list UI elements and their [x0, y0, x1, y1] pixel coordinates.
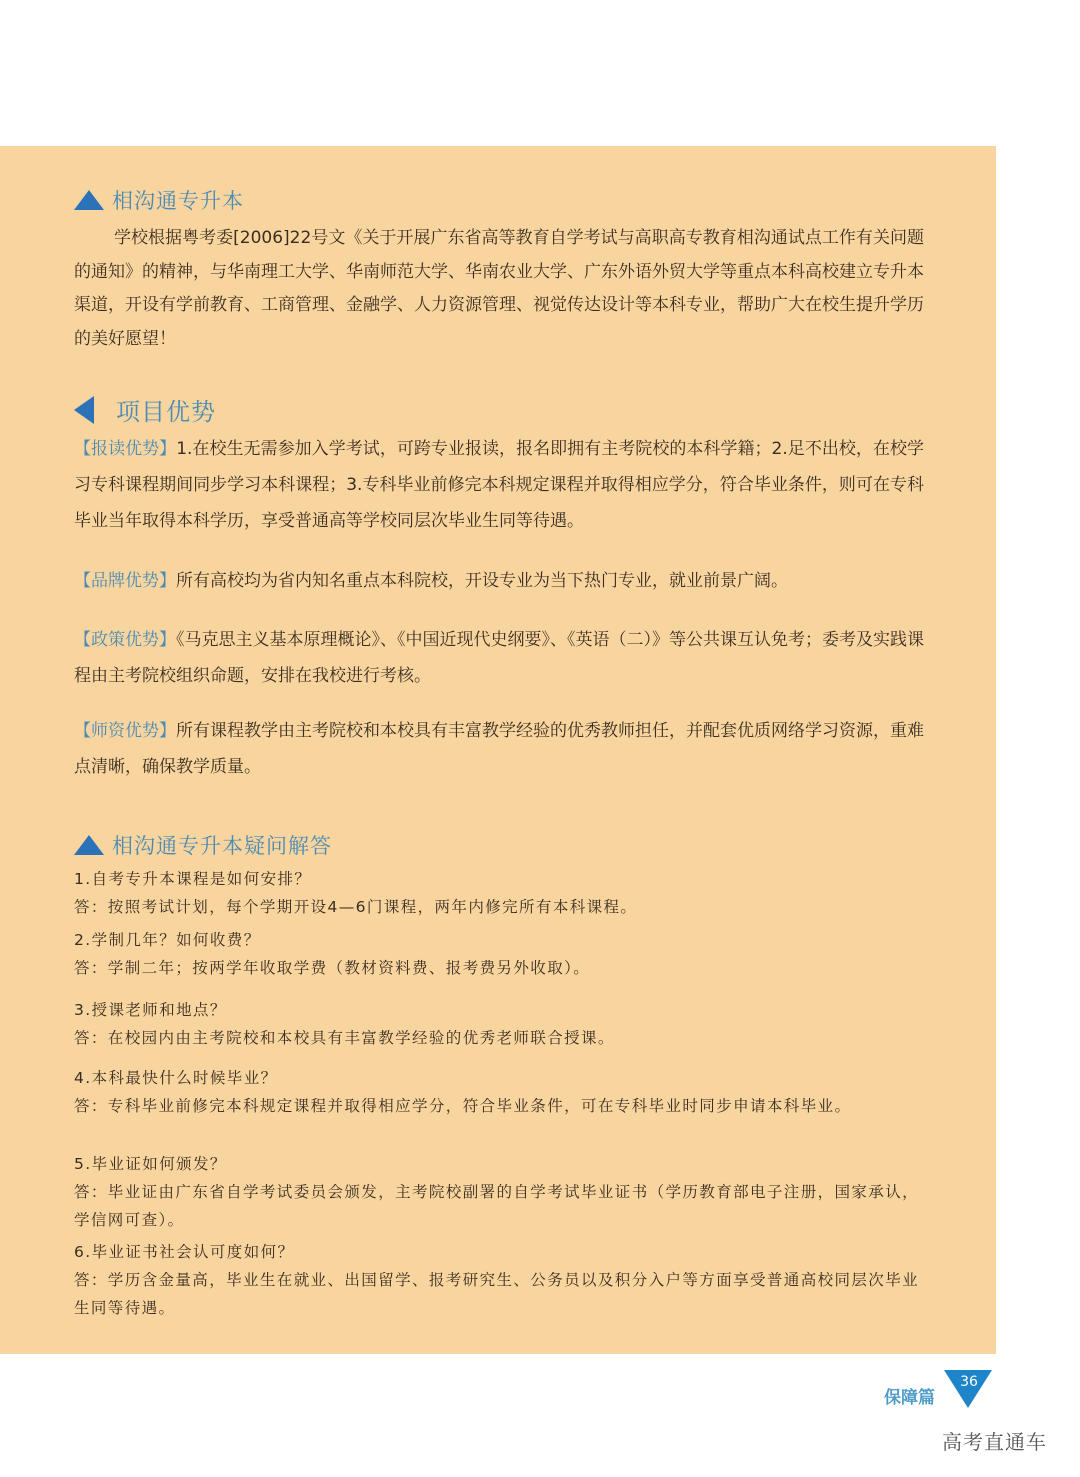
- intro-paragraph: 学校根据粤考委[2006]22号文《关于开展广东省高等教育自学考试与高职高专教育相沟通试点工作有关问题的通知》的精神，与华南理工大学、华南师范大学、华南农业大学、广东外语外贸大学等重点本科高校建立专升本渠道，开设有学前教育、工商管理、金融学、人力资源管理、视觉传达设计等本科专业，帮助广大在校生提升学历的美好愿望！: [74, 228, 924, 349]
- advantage-text: 《马克思主义基本原理概论》、《中国近现代史纲要》、《英语（二）》等公共课互认免考；委考及实践课程由主考院校组织命题，安排在我校进行考核。: [74, 630, 924, 686]
- section-title-text: 相沟通专升本: [112, 189, 244, 213]
- footer-section-label: 保障篇: [884, 1388, 935, 1408]
- faq-answer: 答：按照考试计划，每个学期开设4—6门课程，两年内修完所有本科课程。: [74, 898, 638, 916]
- faq-item: [74, 1150, 926, 1234]
- advantage-item: [74, 431, 924, 539]
- advantage-item: [74, 622, 924, 694]
- section-title-advantages: [74, 392, 216, 427]
- section-title-text: 相沟通专升本疑问解答: [112, 834, 332, 858]
- advantage-tag: 【报读优势】: [74, 439, 177, 459]
- faq-question: 3.授课老师和地点？: [74, 1001, 227, 1019]
- faq-item: [74, 926, 926, 982]
- faq-answer: 答：学制二年；按两学年收取学费（教材资料费、报考费另外收取）。: [74, 959, 591, 977]
- advantage-tag: 【品牌优势】: [74, 571, 176, 591]
- faq-answer: 答：在校园内由主考院校和本校具有丰富教学经验的优秀老师联合授课。: [74, 1029, 615, 1047]
- triangle-up-icon: [74, 190, 104, 210]
- triangle-left-icon: [74, 396, 94, 424]
- faq-item: [74, 996, 926, 1052]
- advantage-tag: 【师资优势】: [74, 721, 176, 741]
- triangle-up-icon: [74, 835, 104, 855]
- advantage-text: 所有课程教学由主考院校和本校具有丰富教学经验的优秀教师担任，并配套优质网络学习资源，重难点清晰，确保教学质量。: [74, 721, 924, 777]
- faq-answer: 答：专科毕业前修完本科规定课程并取得相应学分，符合毕业条件，可在专科毕业时同步申请本科毕业。: [74, 1097, 852, 1115]
- faq-question: 5.毕业证如何颁发？: [74, 1155, 227, 1173]
- faq-item: [74, 1064, 926, 1120]
- watermark: 高考直通车: [942, 1430, 1047, 1454]
- faq-answer: 答：毕业证由广东省自学考试委员会颁发，主考院校副署的自学考试毕业证书（学历教育部电子注册，国家承认，学信网可查）。: [74, 1183, 920, 1229]
- advantage-text: 1.在校生无需参加入学考试，可跨专业报读，报名即拥有主考院校的本科学籍；2.足不出校，在校学习专科课程期间同步学习本科课程；3.专科毕业前修完本科规定课程并取得相应学分，符合毕业条件，则可在专科毕业当年取得本科学历，享受普通高等学校同层次毕业生同等待遇。: [74, 439, 925, 531]
- section-title-faq: [74, 830, 332, 860]
- faq-question: 4.本科最快什么时候毕业？: [74, 1069, 278, 1087]
- section-title-text: 项目优势: [116, 398, 216, 426]
- advantage-item: [74, 713, 924, 785]
- faq-question: 1.自考专升本课程是如何安排？: [74, 870, 312, 888]
- section-title-xgt: [74, 185, 244, 215]
- faq-question: 6.毕业证书社会认可度如何？: [74, 1243, 295, 1261]
- faq-question: 2.学制几年？如何收费？: [74, 931, 261, 949]
- advantage-tag: 【政策优势】: [74, 630, 176, 650]
- advantage-text: 所有高校均为省内知名重点本科院校，开设专业为当下热门专业，就业前景广阔。: [176, 571, 788, 591]
- advantage-item: [74, 563, 924, 599]
- faq-item: [74, 865, 926, 921]
- page-number: 36: [960, 1374, 978, 1390]
- faq-item: [74, 1238, 926, 1322]
- faq-answer: 答：学历含金量高，毕业生在就业、出国留学、报考研究生、公务员以及积分入户等方面享受普通高校同层次毕业生同等待遇。: [74, 1271, 920, 1317]
